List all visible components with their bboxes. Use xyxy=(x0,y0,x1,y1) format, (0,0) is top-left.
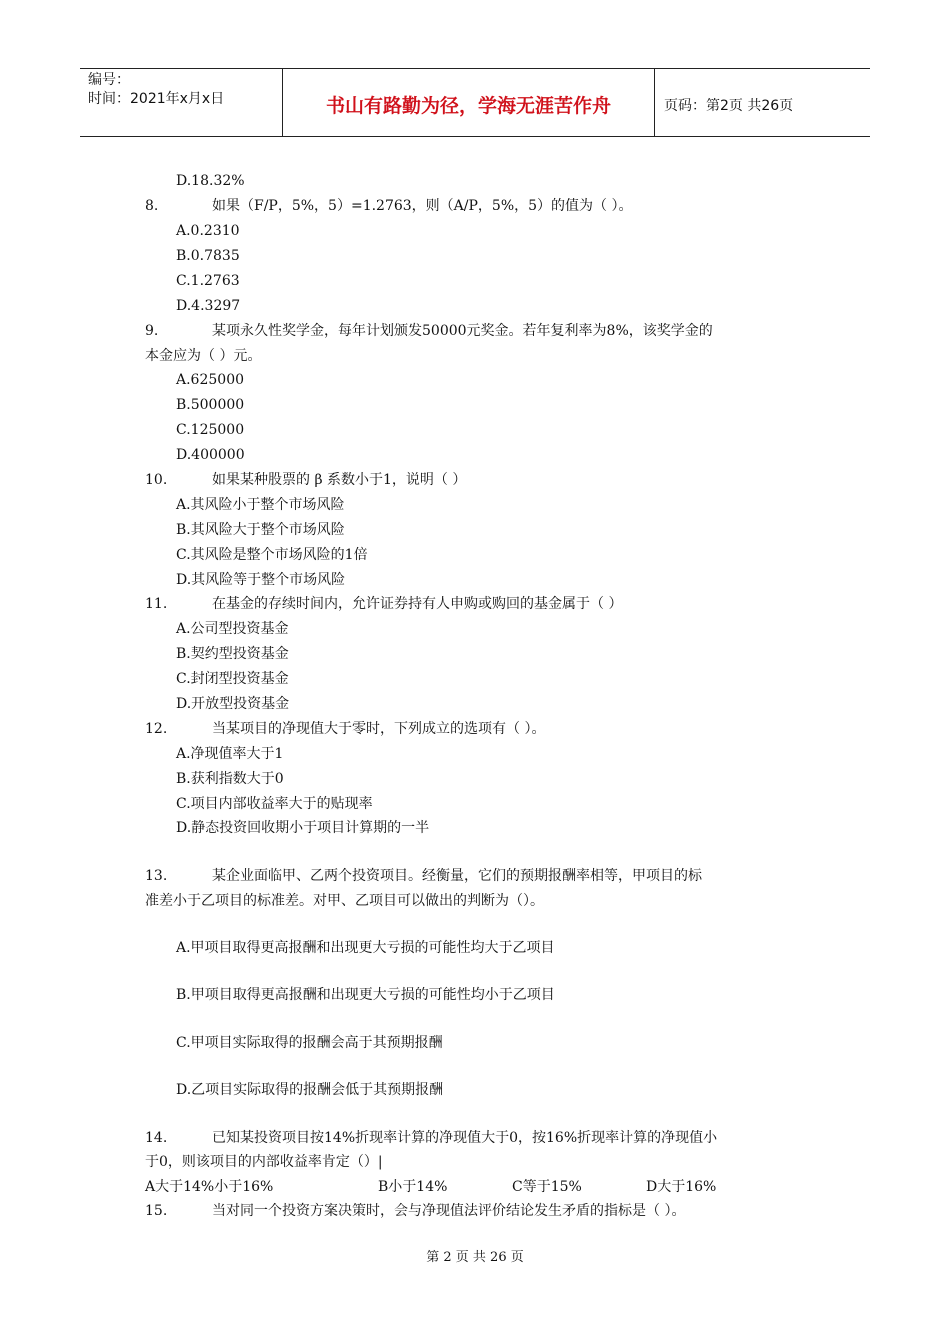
number-label: 编号： xyxy=(88,72,130,88)
option-d: D大于16% xyxy=(646,1179,717,1195)
page-header xyxy=(80,68,870,137)
option-line: B.契约型投资基金 xyxy=(176,646,289,662)
question-9: 9. 某项永久性奖学金，每年计划颁发50000元奖金。若年复利率为8%，该奖学金的 xyxy=(145,323,713,339)
option-line: A.其风险小于整个市场风险 xyxy=(176,497,345,513)
option-line: A.0.2310 xyxy=(176,223,240,239)
option-line: C.封闭型投资基金 xyxy=(176,671,289,687)
motto: 书山有路勤为径，学海无涯苦作舟 xyxy=(283,69,655,136)
question-11: 11. 在基金的存续时间内，允许证券持有人申购或购回的基金属于（ ） xyxy=(145,596,623,612)
option-line: B.甲项目取得更高报酬和出现更大亏损的可能性均小于乙项目 xyxy=(176,987,555,1003)
option-a: A大于14%小于16% xyxy=(145,1179,274,1195)
option-line: A.净现值率大于1 xyxy=(176,746,284,762)
time-label: 时间：2021年x月x日 xyxy=(88,91,225,107)
question-continuation: 于0，则该项目的内部收益率肯定（）| xyxy=(145,1154,383,1170)
option-line: C.1.2763 xyxy=(176,273,240,289)
question-12: 12. 当某项目的净现值大于零时，下列成立的选项有（ ）。 xyxy=(145,721,546,737)
option-line: A.公司型投资基金 xyxy=(176,621,289,637)
option-line: D.18.32% xyxy=(176,173,245,189)
page-info: 页码：第2页 共26页 xyxy=(664,97,794,114)
question-continuation: 本金应为（ ）元。 xyxy=(145,348,262,364)
option-b: B小于14% xyxy=(378,1179,448,1195)
option-line: B.500000 xyxy=(176,397,245,413)
option-line: C.甲项目实际取得的报酬会高于其预期报酬 xyxy=(176,1035,443,1051)
question-14: 14. 已知某投资项目按14%折现率计算的净现值大于0，按16%折现率计算的净现值小 xyxy=(145,1130,718,1146)
option-line: B.获利指数大于0 xyxy=(176,771,284,787)
option-line: D.乙项目实际取得的报酬会低于其预期报酬 xyxy=(176,1082,444,1098)
header-meta xyxy=(80,69,283,136)
option-line: D.4.3297 xyxy=(176,298,241,314)
option-line: D.静态投资回收期小于项目计算期的一半 xyxy=(176,820,430,836)
option-line: D.开放型投资基金 xyxy=(176,696,290,712)
option-line: A.甲项目取得更高报酬和出现更大亏损的可能性均大于乙项目 xyxy=(176,940,555,956)
option-line: B.其风险大于整个市场风险 xyxy=(176,522,345,538)
option-c: C等于15% xyxy=(512,1179,582,1195)
page-footer: 第 2 页 共 26 页 xyxy=(426,1250,524,1265)
option-line: C.项目内部收益率大于的贴现率 xyxy=(176,796,373,812)
option-line: A.625000 xyxy=(176,372,245,388)
option-line: C.125000 xyxy=(176,422,245,438)
question-13: 13. 某企业面临甲、乙两个投资项目。经衡量，它们的预期报酬率相等，甲项目的标 xyxy=(145,868,702,884)
question-10: 10. 如果某种股票的 β 系数小于1，说明（ ） xyxy=(145,472,467,488)
question-15: 15. 当对同一个投资方案决策时，会与净现值法评价结论发生矛盾的指标是（ ）。 xyxy=(145,1203,686,1219)
question-continuation: 准差小于乙项目的标准差。对甲、乙项目可以做出的判断为（）。 xyxy=(145,893,544,909)
option-line: D.其风险等于整个市场风险 xyxy=(176,572,346,588)
option-line: B.0.7835 xyxy=(176,248,240,264)
option-line: C.其风险是整个市场风险的1倍 xyxy=(176,547,368,563)
option-line: D.400000 xyxy=(176,447,245,463)
question-8: 8. 如果（F/P，5%，5）=1.2763，则（A/P，5%，5）的值为（ ）。 xyxy=(145,198,633,214)
